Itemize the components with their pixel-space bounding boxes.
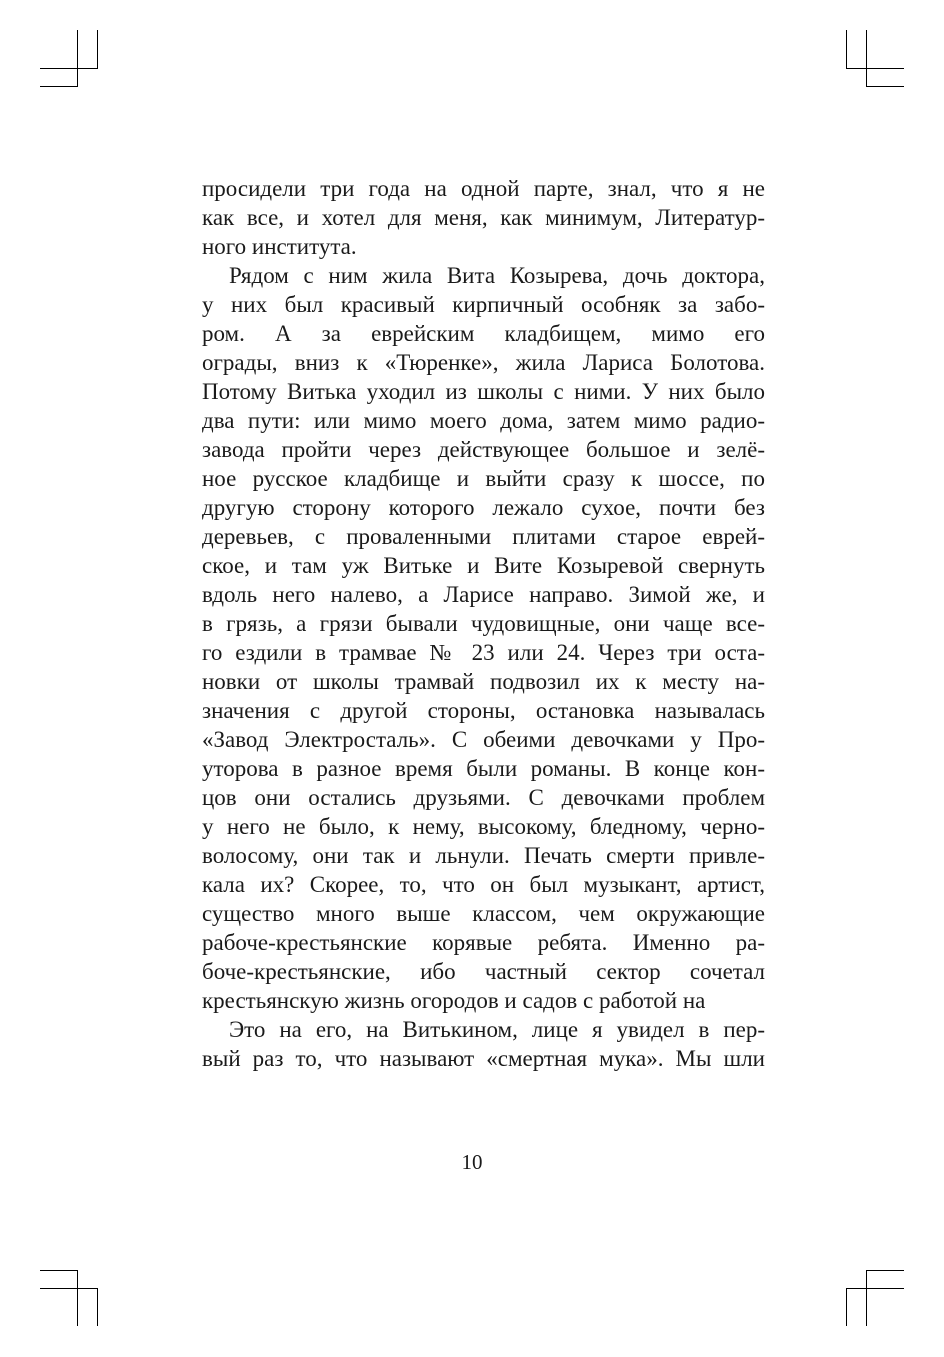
text-line: вый раз то, что называют «смертная мука». Мы шли — [202, 1046, 765, 1071]
text-line: деревьев, с проваленными плитами старое еврей- — [202, 524, 765, 549]
crop-mark-bottom-left-h — [40, 1288, 98, 1289]
crop-mark-top-right-h — [846, 68, 904, 69]
crop-mark-bottom-left-v1 — [77, 1270, 78, 1326]
text-line: ного института. — [202, 234, 357, 259]
crop-mark-bottom-right-v2 — [866, 1270, 867, 1326]
text-line: другую сторону которого лежало сухое, почти без — [202, 495, 765, 520]
text-line: «Завод Электросталь». С обеими девочками у Про- — [202, 727, 765, 752]
text-line: у него не было, к нему, высокому, бледному, черно- — [202, 814, 765, 839]
text-line: просидели три года на одной парте, знал, что я не — [202, 176, 765, 201]
text-line: существо много выше классом, чем окружающие — [202, 901, 765, 926]
text-line: значения с другой стороны, остановка называлась — [202, 698, 765, 723]
text-line: волосому, они так и льнули. Печать смерти привле- — [202, 843, 765, 868]
text-line: новки от школы трамвай подвозил их к месту на- — [202, 669, 765, 694]
crop-mark-top-right-v1 — [846, 30, 847, 68]
text-line: как все, и хотел для меня, как минимум, Литератур- — [202, 205, 765, 230]
text-line: кала их? Скорее, то, что он был музыкант, артист, — [202, 872, 765, 897]
crop-mark-bottom-right-h — [846, 1288, 904, 1289]
text-line: у них был красивый кирпичный особняк за забо- — [202, 292, 765, 317]
text-line: Потому Витька уходил из школы с ними. У них было — [202, 379, 765, 404]
text-line: ограды, вниз к «Тюренке», жила Лариса Болотова. — [202, 350, 765, 375]
text-line: рабоче-крестьянские корявые ребята. Именно ра- — [202, 930, 765, 955]
text-line: в грязь, а грязи бывали чудовищные, они чаще все- — [202, 611, 765, 636]
text-line: завода пройти через действующее большое и зелё- — [202, 437, 765, 462]
text-line: цов они остались друзьями. С девочками проблем — [202, 785, 765, 810]
crop-mark-bottom-right-v1 — [846, 1288, 847, 1326]
text-line: ром. А за еврейским кладбищем, мимо его — [202, 321, 765, 346]
text-line: ное русское кладбище и выйти сразу к шоссе, по — [202, 466, 765, 491]
text-line: Это на его, на Витькином, лице я увидел в пер- — [229, 1017, 765, 1042]
body-text — [202, 174, 765, 1073]
crop-mark-bottom-left-v2 — [97, 1288, 98, 1326]
crop-mark-top-left-v1 — [77, 30, 78, 86]
text-line: боче-крестьянские, ибо частный сектор сочетал — [202, 959, 765, 984]
text-line: Рядом с ним жила Вита Козырева, дочь доктора, — [229, 263, 765, 288]
crop-mark-bottom-right-h2 — [866, 1270, 904, 1271]
crop-mark-bottom-left-h2 — [40, 1270, 78, 1271]
text-line: го ездили в трамвае № 23 или 24. Через три оста- — [202, 640, 765, 665]
text-line: вдоль него налево, а Ларисе направо. Зимой же, и — [202, 582, 765, 607]
crop-mark-top-right-h2 — [866, 86, 904, 87]
text-line: крестьянскую жизнь огородов и садов с работой на — [202, 988, 706, 1013]
crop-mark-top-right-v2 — [866, 30, 867, 86]
text-line: уторова в разное время были романы. В конце кон- — [202, 756, 765, 781]
crop-mark-top-left-h2 — [40, 86, 78, 87]
text-line: два пути: или мимо моего дома, затем мимо радио- — [202, 408, 765, 433]
page-number: 10 — [461, 1150, 483, 1174]
crop-mark-top-left-h — [40, 68, 98, 69]
crop-mark-top-left-v2 — [97, 30, 98, 68]
text-line: ское, и там уж Витьке и Вите Козыревой свернуть — [202, 553, 765, 578]
